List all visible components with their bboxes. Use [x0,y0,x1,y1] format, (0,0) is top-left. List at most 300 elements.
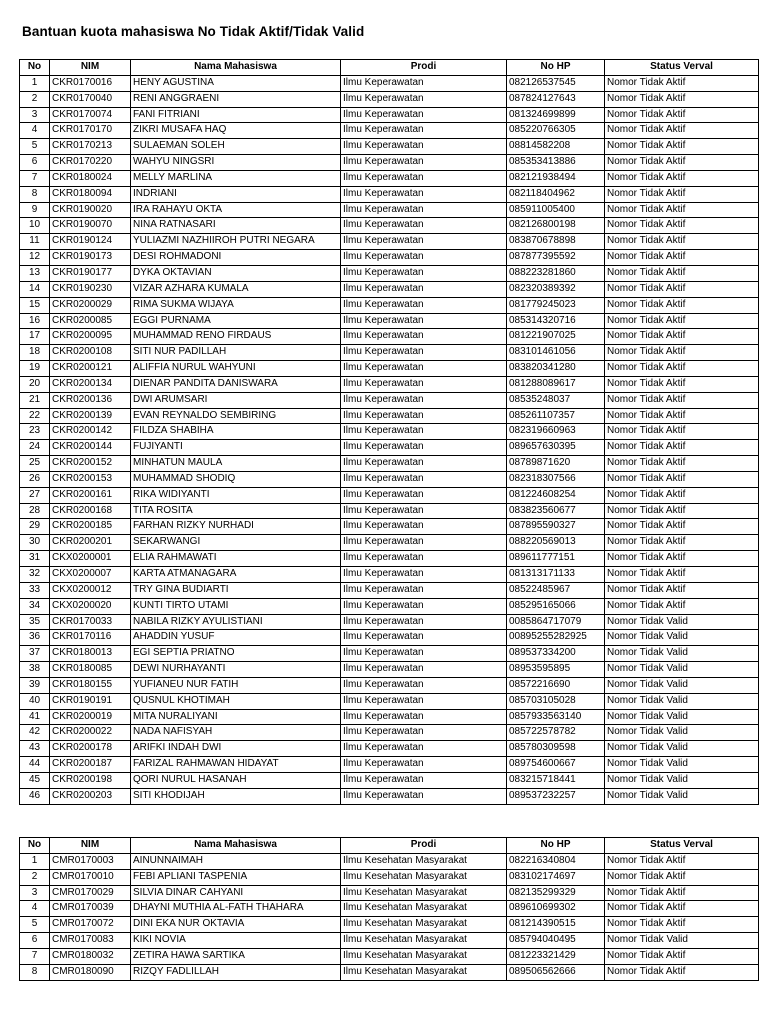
cell-hp: 081221907025 [507,329,605,345]
cell-no: 25 [20,456,50,472]
cell-hp: 088220569013 [507,535,605,551]
cell-no: 24 [20,440,50,456]
cell-prodi: Ilmu Keperawatan [341,503,507,519]
cell-prodi: Ilmu Keperawatan [341,392,507,408]
table-row [20,662,759,678]
cell-no: 32 [20,567,50,583]
cell-prodi: Ilmu Keperawatan [341,408,507,424]
cell-nama: FARHAN RIZKY NURHADI [131,519,341,535]
header-nama: Nama Mahasiswa [131,60,341,76]
cell-status: Nomor Tidak Valid [605,725,759,741]
cell-nim: CKR0200095 [50,329,131,345]
cell-prodi: Ilmu Keperawatan [341,772,507,788]
cell-no: 19 [20,361,50,377]
cell-status: Nomor Tidak Aktif [605,901,759,917]
table-row [20,376,759,392]
cell-nim: CKR0180085 [50,662,131,678]
cell-status: Nomor Tidak Aktif [605,869,759,885]
cell-prodi: Ilmu Keperawatan [341,107,507,123]
cell-nama: RIZQY FADLILLAH [131,964,341,980]
cell-status: Nomor Tidak Valid [605,757,759,773]
cell-status: Nomor Tidak Aktif [605,170,759,186]
table-row [20,551,759,567]
cell-nama: ELIA RAHMAWATI [131,551,341,567]
cell-no: 4 [20,123,50,139]
table-row [20,853,759,869]
cell-no: 14 [20,281,50,297]
cell-hp: 081223321429 [507,948,605,964]
table-row [20,614,759,630]
cell-nama: SILVIA DINAR CAHYANI [131,885,341,901]
table-row [20,123,759,139]
cell-status: Nomor Tidak Aktif [605,123,759,139]
table-row [20,788,759,804]
cell-nim: CMR0170072 [50,917,131,933]
cell-hp: 0857933563140 [507,709,605,725]
cell-nim: CMR0180090 [50,964,131,980]
cell-nama: EGGI PURNAMA [131,313,341,329]
cell-no: 26 [20,471,50,487]
cell-no: 28 [20,503,50,519]
cell-no: 18 [20,345,50,361]
cell-no: 7 [20,948,50,964]
cell-nim: CKR0180024 [50,170,131,186]
cell-nim: CKR0190177 [50,265,131,281]
table-row [20,933,759,949]
cell-nama: MINHATUN MAULA [131,456,341,472]
table-row [20,693,759,709]
cell-no: 3 [20,885,50,901]
cell-prodi: Ilmu Keperawatan [341,598,507,614]
table-row [20,503,759,519]
cell-nim: CKR0200108 [50,345,131,361]
cell-no: 16 [20,313,50,329]
cell-no: 9 [20,202,50,218]
cell-hp: 083820341280 [507,361,605,377]
cell-prodi: Ilmu Keperawatan [341,155,507,171]
cell-nim: CKX0200020 [50,598,131,614]
table-row [20,709,759,725]
cell-no: 6 [20,933,50,949]
header-no: No [20,60,50,76]
cell-nama: ALIFFIA NURUL WAHYUNI [131,361,341,377]
cell-no: 4 [20,901,50,917]
cell-status: Nomor Tidak Aktif [605,107,759,123]
table-row [20,408,759,424]
cell-prodi: Ilmu Keperawatan [341,677,507,693]
cell-nim: CKR0200178 [50,741,131,757]
cell-nama: MUHAMMAD RENO FIRDAUS [131,329,341,345]
cell-status: Nomor Tidak Valid [605,788,759,804]
cell-nim: CKR0200153 [50,471,131,487]
cell-hp: 089611777151 [507,551,605,567]
cell-nim: CKR0200134 [50,376,131,392]
cell-nama: RENI ANGGRAENI [131,91,341,107]
cell-status: Nomor Tidak Aktif [605,234,759,250]
cell-prodi: Ilmu Keperawatan [341,424,507,440]
cell-hp: 08953595895 [507,662,605,678]
header-status: Status Verval [605,60,759,76]
cell-status: Nomor Tidak Aktif [605,440,759,456]
cell-nama: TITA ROSITA [131,503,341,519]
cell-nim: CKR0190020 [50,202,131,218]
cell-status: Nomor Tidak Aktif [605,313,759,329]
page-title: Bantuan kuota mahasiswa No Tidak Aktif/Tidak Valid [22,24,365,39]
cell-prodi: Ilmu Kesehatan Masyarakat [341,964,507,980]
cell-nama: WAHYU NINGSRI [131,155,341,171]
cell-hp: 0085864717079 [507,614,605,630]
cell-nama: FEBI APLIANI TASPENIA [131,869,341,885]
cell-status: Nomor Tidak Aktif [605,456,759,472]
cell-prodi: Ilmu Keperawatan [341,313,507,329]
table-row [20,869,759,885]
header-hp: No HP [507,60,605,76]
cell-status: Nomor Tidak Aktif [605,853,759,869]
cell-no: 35 [20,614,50,630]
cell-nama: AINUNNAIMAH [131,853,341,869]
cell-status: Nomor Tidak Aktif [605,361,759,377]
table-row [20,901,759,917]
cell-nama: AHADDIN YUSUF [131,630,341,646]
cell-nama: DWI ARUMSARI [131,392,341,408]
cell-status: Nomor Tidak Aktif [605,218,759,234]
cell-nama: EGI SEPTIA PRIATNO [131,646,341,662]
cell-nama: NINA RATNASARI [131,218,341,234]
cell-hp: 089610699302 [507,901,605,917]
cell-prodi: Ilmu Keperawatan [341,139,507,155]
cell-status: Nomor Tidak Aktif [605,598,759,614]
cell-nim: CKR0190191 [50,693,131,709]
cell-status: Nomor Tidak Aktif [605,376,759,392]
cell-prodi: Ilmu Keperawatan [341,250,507,266]
cell-prodi: Ilmu Keperawatan [341,519,507,535]
cell-hp: 088223281860 [507,265,605,281]
cell-hp: 087824127643 [507,91,605,107]
cell-prodi: Ilmu Keperawatan [341,471,507,487]
cell-hp: 081214390515 [507,917,605,933]
cell-hp: 089537334200 [507,646,605,662]
table-row [20,392,759,408]
cell-status: Nomor Tidak Aktif [605,75,759,91]
table-header-row [20,60,759,76]
cell-nim: CKR0170116 [50,630,131,646]
cell-prodi: Ilmu Keperawatan [341,202,507,218]
cell-hp: 082126800198 [507,218,605,234]
cell-prodi: Ilmu Kesehatan Masyarakat [341,853,507,869]
cell-nama: HENY AGUSTINA [131,75,341,91]
cell-nama: SULAEMAN SOLEH [131,139,341,155]
cell-no: 10 [20,218,50,234]
cell-prodi: Ilmu Keperawatan [341,788,507,804]
table-row [20,725,759,741]
cell-no: 31 [20,551,50,567]
cell-nama: SITI NUR PADILLAH [131,345,341,361]
cell-nama: INDRIANI [131,186,341,202]
cell-status: Nomor Tidak Aktif [605,424,759,440]
cell-nim: CMR0170010 [50,869,131,885]
cell-nama: RIMA SUKMA WIJAYA [131,297,341,313]
cell-hp: 081313171133 [507,567,605,583]
cell-nim: CMR0170083 [50,933,131,949]
cell-prodi: Ilmu Keperawatan [341,741,507,757]
cell-prodi: Ilmu Keperawatan [341,91,507,107]
cell-prodi: Ilmu Keperawatan [341,709,507,725]
cell-status: Nomor Tidak Aktif [605,964,759,980]
cell-prodi: Ilmu Keperawatan [341,630,507,646]
cell-no: 21 [20,392,50,408]
cell-nama: TRY GINA BUDIARTI [131,582,341,598]
cell-status: Nomor Tidak Aktif [605,345,759,361]
cell-nama: DHAYNI MUTHIA AL-FATH THAHARA [131,901,341,917]
cell-no: 1 [20,853,50,869]
table-row [20,91,759,107]
cell-nama: DESI ROHMADONI [131,250,341,266]
cell-nim: CMR0170003 [50,853,131,869]
header-hp: No HP [507,838,605,854]
cell-no: 2 [20,869,50,885]
cell-nim: CKX0200001 [50,551,131,567]
table-row [20,234,759,250]
cell-nim: CKR0200144 [50,440,131,456]
cell-hp: 082121938494 [507,170,605,186]
cell-hp: 085314320716 [507,313,605,329]
table-row [20,630,759,646]
cell-nama: ZIKRI MUSAFA HAQ [131,123,341,139]
cell-status: Nomor Tidak Aktif [605,392,759,408]
cell-nim: CKR0170220 [50,155,131,171]
cell-prodi: Ilmu Keperawatan [341,297,507,313]
table-row [20,313,759,329]
cell-nama: DIENAR PANDITA DANISWARA [131,376,341,392]
cell-prodi: Ilmu Keperawatan [341,757,507,773]
cell-hp: 082216340804 [507,853,605,869]
cell-nama: YULIAZMI NAZHIIROH PUTRI NEGARA [131,234,341,250]
cell-nim: CKR0180155 [50,677,131,693]
cell-no: 36 [20,630,50,646]
cell-hp: 085261107357 [507,408,605,424]
cell-status: Nomor Tidak Valid [605,709,759,725]
cell-no: 12 [20,250,50,266]
cell-no: 29 [20,519,50,535]
cell-nim: CMR0170029 [50,885,131,901]
cell-no: 22 [20,408,50,424]
cell-prodi: Ilmu Kesehatan Masyarakat [341,885,507,901]
cell-nim: CKR0190124 [50,234,131,250]
cell-prodi: Ilmu Keperawatan [341,725,507,741]
table-row [20,646,759,662]
cell-nim: CKR0200029 [50,297,131,313]
table-row [20,917,759,933]
cell-hp: 00895255282925 [507,630,605,646]
cell-status: Nomor Tidak Aktif [605,281,759,297]
table-row [20,582,759,598]
cell-no: 43 [20,741,50,757]
cell-hp: 089657630395 [507,440,605,456]
cell-nama: IRA RAHAYU OKTA [131,202,341,218]
table-body [20,853,759,980]
cell-nama: MELLY MARLINA [131,170,341,186]
table-row [20,139,759,155]
cell-nama: QORI NURUL HASANAH [131,772,341,788]
cell-nim: CKR0200161 [50,487,131,503]
cell-no: 13 [20,265,50,281]
cell-hp: 082135299329 [507,885,605,901]
cell-status: Nomor Tidak Valid [605,630,759,646]
cell-nim: CKR0200139 [50,408,131,424]
table-row [20,170,759,186]
cell-prodi: Ilmu Kesehatan Masyarakat [341,948,507,964]
cell-status: Nomor Tidak Aktif [605,408,759,424]
table-row [20,250,759,266]
table-header-row [20,838,759,854]
cell-prodi: Ilmu Keperawatan [341,551,507,567]
cell-no: 40 [20,693,50,709]
cell-nama: SITI KHODIJAH [131,788,341,804]
cell-no: 8 [20,186,50,202]
cell-prodi: Ilmu Keperawatan [341,614,507,630]
table-row [20,964,759,980]
cell-nim: CKR0200142 [50,424,131,440]
table-row [20,535,759,551]
table-body [20,75,759,804]
table-row [20,281,759,297]
cell-no: 41 [20,709,50,725]
table-row [20,329,759,345]
table-row [20,440,759,456]
cell-nim: CKR0200022 [50,725,131,741]
cell-status: Nomor Tidak Aktif [605,551,759,567]
cell-prodi: Ilmu Keperawatan [341,186,507,202]
cell-status: Nomor Tidak Aktif [605,567,759,583]
cell-prodi: Ilmu Keperawatan [341,440,507,456]
header-no: No [20,838,50,854]
cell-nama: RIKA WIDIYANTI [131,487,341,503]
cell-hp: 082318307566 [507,471,605,487]
cell-prodi: Ilmu Kesehatan Masyarakat [341,869,507,885]
table-row [20,456,759,472]
cell-nama: ARIFKI INDAH DWI [131,741,341,757]
data-table-keperawatan [19,59,759,805]
cell-status: Nomor Tidak Valid [605,772,759,788]
cell-status: Nomor Tidak Aktif [605,471,759,487]
cell-status: Nomor Tidak Aktif [605,139,759,155]
cell-no: 5 [20,139,50,155]
cell-nama: FUJIYANTI [131,440,341,456]
cell-nama: KIKI NOVIA [131,933,341,949]
table-row [20,885,759,901]
cell-hp: 081779245023 [507,297,605,313]
cell-hp: 08814582208 [507,139,605,155]
cell-hp: 083101461056 [507,345,605,361]
cell-hp: 081324699899 [507,107,605,123]
cell-status: Nomor Tidak Aktif [605,917,759,933]
cell-nim: CMR0170039 [50,901,131,917]
cell-hp: 081224608254 [507,487,605,503]
cell-nim: CKR0200085 [50,313,131,329]
cell-nim: CKR0200198 [50,772,131,788]
table-row [20,567,759,583]
table-row [20,218,759,234]
table-row [20,677,759,693]
cell-status: Nomor Tidak Aktif [605,535,759,551]
cell-hp: 08572216690 [507,677,605,693]
cell-nim: CKR0180013 [50,646,131,662]
cell-no: 34 [20,598,50,614]
cell-nim: CKR0170016 [50,75,131,91]
cell-status: Nomor Tidak Valid [605,677,759,693]
cell-hp: 083215718441 [507,772,605,788]
cell-status: Nomor Tidak Aktif [605,155,759,171]
cell-nama: DINI EKA NUR OKTAVIA [131,917,341,933]
cell-nim: CKR0170074 [50,107,131,123]
cell-status: Nomor Tidak Aktif [605,503,759,519]
cell-no: 37 [20,646,50,662]
cell-status: Nomor Tidak Valid [605,933,759,949]
cell-nim: CKR0200152 [50,456,131,472]
cell-status: Nomor Tidak Aktif [605,265,759,281]
cell-prodi: Ilmu Keperawatan [341,234,507,250]
cell-no: 20 [20,376,50,392]
header-nim: NIM [50,838,131,854]
cell-nama: KARTA ATMANAGARA [131,567,341,583]
cell-hp: 085780309598 [507,741,605,757]
cell-nim: CKR0190230 [50,281,131,297]
cell-status: Nomor Tidak Aktif [605,250,759,266]
cell-nim: CKR0190173 [50,250,131,266]
cell-nama: NADA NAFISYAH [131,725,341,741]
cell-no: 27 [20,487,50,503]
table-row [20,598,759,614]
cell-nama: QUSNUL KHOTIMAH [131,693,341,709]
cell-status: Nomor Tidak Aktif [605,186,759,202]
cell-hp: 085295165066 [507,598,605,614]
cell-hp: 082126537545 [507,75,605,91]
cell-prodi: Ilmu Kesehatan Masyarakat [341,933,507,949]
cell-no: 5 [20,917,50,933]
cell-no: 2 [20,91,50,107]
cell-no: 6 [20,155,50,171]
cell-no: 8 [20,964,50,980]
cell-hp: 081288089617 [507,376,605,392]
cell-prodi: Ilmu Keperawatan [341,329,507,345]
cell-status: Nomor Tidak Valid [605,662,759,678]
cell-nama: FILDZA SHABIHA [131,424,341,440]
table-row [20,75,759,91]
cell-no: 3 [20,107,50,123]
cell-no: 15 [20,297,50,313]
cell-nama: DYKA OKTAVIAN [131,265,341,281]
cell-hp: 082319660963 [507,424,605,440]
cell-status: Nomor Tidak Aktif [605,948,759,964]
table-row [20,202,759,218]
cell-nim: CKR0200121 [50,361,131,377]
cell-no: 39 [20,677,50,693]
cell-hp: 08535248037 [507,392,605,408]
cell-no: 45 [20,772,50,788]
cell-hp: 085911005400 [507,202,605,218]
cell-nim: CKR0200168 [50,503,131,519]
header-nama: Nama Mahasiswa [131,838,341,854]
table-row [20,519,759,535]
cell-status: Nomor Tidak Aktif [605,582,759,598]
header-status: Status Verval [605,838,759,854]
cell-prodi: Ilmu Keperawatan [341,646,507,662]
cell-hp: 085722578782 [507,725,605,741]
cell-prodi: Ilmu Keperawatan [341,487,507,503]
cell-status: Nomor Tidak Valid [605,614,759,630]
cell-no: 33 [20,582,50,598]
table-row [20,741,759,757]
